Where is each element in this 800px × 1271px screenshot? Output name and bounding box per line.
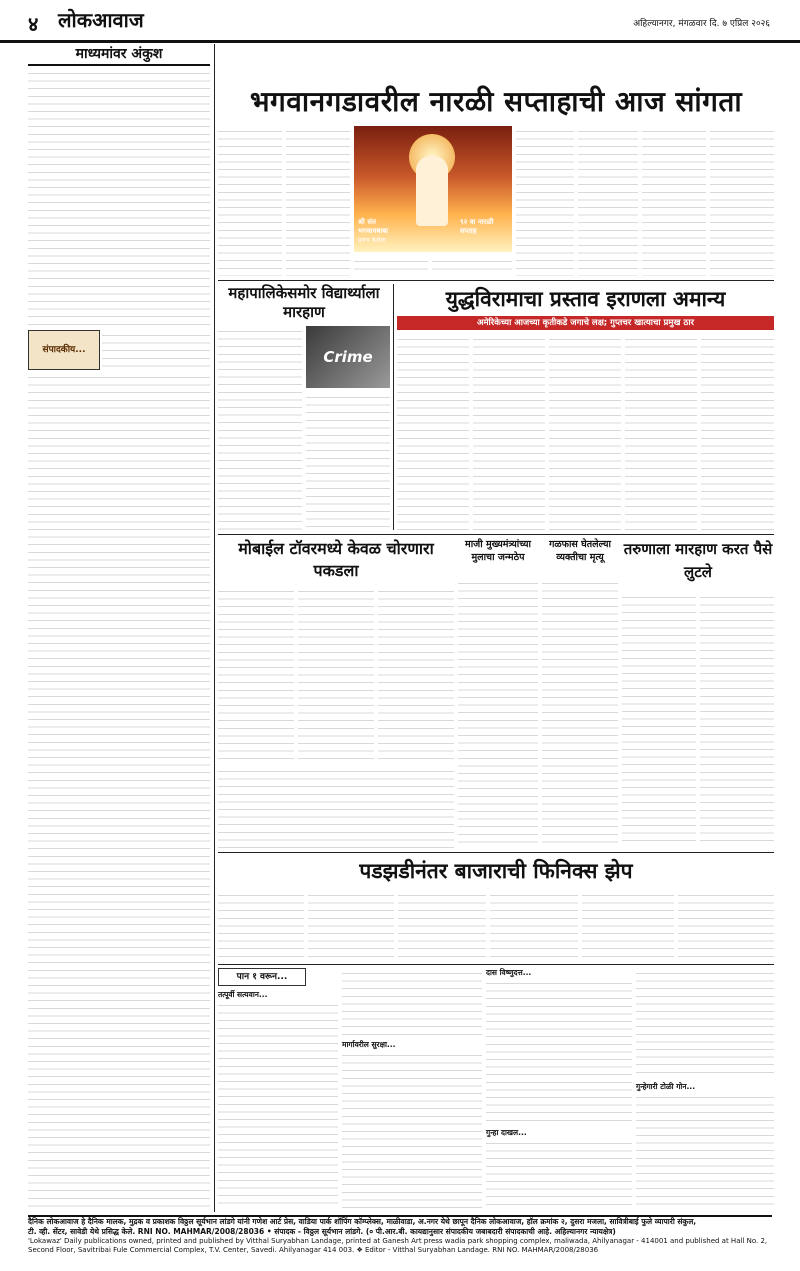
market-headline-box xyxy=(218,856,774,886)
tarun-headline: तरुणाला मारहाण करत पैसे लुटले xyxy=(623,540,773,581)
lead-text-col5 xyxy=(642,126,706,276)
mahapalika-text-2 xyxy=(306,392,390,530)
tarun-text-2 xyxy=(700,592,774,848)
lead-headline: भगवानगडावरील नारळी सप्ताहाची आज सांगता xyxy=(249,85,743,118)
mobile-headline: मोबाईल टॉवरमध्ये केवळ चोरणारा पकडला xyxy=(238,539,434,580)
continued-sub4: गुन्हा दाखल... xyxy=(486,1128,527,1137)
lead-text-below2 xyxy=(432,256,512,276)
market-text-5 xyxy=(582,890,674,960)
dateline: अहिल्यानगर, मंगळवार दि. ७ एप्रिल २०२६ xyxy=(633,19,770,29)
continued-sub5: गुन्हेगारी टोळी गोन... xyxy=(636,1082,696,1091)
cm-headline-box xyxy=(458,538,538,574)
editorial-text-3 xyxy=(28,372,210,1207)
footer-line3: 'Lokawaz' Daily publications owned, printed and published by Vitthal Suryabhan Landage, printed at Ganesh Art press wadia park shopping complex, maliwada, Ahilyanagar - 414001 and published at Hall No. 2, xyxy=(28,1237,768,1245)
mobile-text-3 xyxy=(378,586,454,762)
iran-text-1 xyxy=(397,334,469,530)
mahapalika-text-1 xyxy=(218,326,302,530)
market-text-4 xyxy=(490,890,578,960)
photo-caption-right: ९२ वा नारळी सप्ताह xyxy=(460,218,494,235)
mahapalika-headline-box xyxy=(218,284,390,322)
iran-text-3 xyxy=(549,334,621,530)
cm-text xyxy=(458,578,538,848)
tarun-text-1 xyxy=(622,592,696,848)
section-rule-3 xyxy=(218,852,774,853)
market-text-6 xyxy=(678,890,774,960)
footer-line2: टी. व्ही. सेंटर, सावेडी येथे प्रसिद्ध केले. RNI NO. MAHMAR/2008/28036 • संपादक - विठ्ठल सूर्यभान लांडगे. (० पी.आर.बी. कायद्यानुसार संपादकीय जबाबदारी संपादकाची आहे. अहिल्यानगर न्यायक्षेत्र) xyxy=(28,1227,616,1236)
iran-subhead: अमेरिकेच्या आजच्या कृतीकडे जगाचे लक्ष; गुप्तचर खात्याचा प्रमुख ठार xyxy=(397,316,774,330)
editorial-text-1 xyxy=(28,68,210,328)
lead-text-col2 xyxy=(286,126,350,276)
continued-text-1 xyxy=(218,1000,338,1210)
section-rule-1 xyxy=(218,280,774,281)
iran-text-5 xyxy=(701,334,774,530)
tarun-headline-box xyxy=(622,538,774,588)
editorial-header xyxy=(28,44,210,66)
photo-caption-sub: प्रारंभ केलेला xyxy=(358,237,386,244)
continued-sub2: मार्गावरील सुरक्षा... xyxy=(342,1040,396,1049)
editorial-badge-box xyxy=(28,330,100,370)
page-number: ४ xyxy=(28,12,39,36)
editorial-badge: संपादकीय... xyxy=(42,345,86,355)
continued-sub3: दास विष्णुदत्त... xyxy=(486,968,532,977)
photo-caption-left: श्री संत भगवानबाबा xyxy=(358,218,389,235)
market-text-3 xyxy=(398,890,486,960)
mobile-headline-box xyxy=(218,538,454,582)
continued-text-3 xyxy=(342,1050,482,1210)
lead-text-col4 xyxy=(578,126,638,276)
lead-text-below1 xyxy=(354,256,428,276)
section-rule-4 xyxy=(218,964,774,965)
lead-text-col6 xyxy=(710,126,774,276)
lead-photo xyxy=(354,126,512,252)
iran-headline-box xyxy=(397,284,774,314)
lead-text-col1 xyxy=(218,126,282,276)
logo: लोकआवाज xyxy=(58,8,144,32)
continued-sub1: तत्पूर्वी सत्यवान... xyxy=(218,990,268,999)
crime-image xyxy=(306,326,390,388)
continued-text-6 xyxy=(636,968,774,1078)
iran-text-4 xyxy=(625,334,697,530)
footer-line4: Second Floor, Savitribai Fule Commercial Complex, T.V. Center, Savedi. Ahilyanagar 414 003. ❖ Editor - Vitthal Suryabhan Landage. RNI NO. MAHMAR/2008/28036 xyxy=(28,1246,599,1254)
continued-text-7 xyxy=(636,1092,774,1210)
iran-text-2 xyxy=(473,334,545,530)
continued-text-2 xyxy=(342,968,482,1038)
misc-text-block xyxy=(218,766,454,848)
column-divider-2 xyxy=(393,284,394,530)
mobile-text-1 xyxy=(218,586,294,762)
editorial-title: माध्यमांवर अंकुश xyxy=(75,46,163,62)
iran-headline: युद्धविरामाचा प्रस्ताव इराणला अमान्य xyxy=(445,287,726,311)
crime-label: Crime xyxy=(323,348,373,366)
continued-text-5 xyxy=(486,1138,632,1210)
footer xyxy=(28,1215,772,1265)
mobile-text-2 xyxy=(298,586,374,762)
galfas-text xyxy=(542,578,618,848)
lead-text-col3 xyxy=(516,126,574,276)
editorial-text-2 xyxy=(102,330,210,370)
market-headline: पडझडीनंतर बाजाराची फिनिक्स झेप xyxy=(359,859,633,883)
column-divider xyxy=(214,44,215,1212)
cm-headline: माजी मुख्यमंत्र्यांच्या मुलाचा जन्मठेप xyxy=(465,539,531,563)
lead-headline-box xyxy=(218,82,774,122)
market-text-1 xyxy=(218,890,304,960)
continued-box xyxy=(218,968,306,986)
galfas-headline: गळफास घेतलेल्या व्यक्तीचा मृत्यू xyxy=(549,539,611,563)
section-rule-2 xyxy=(218,534,774,535)
mahapalika-headline: महापालिकेसमोर विद्यार्थ्याला मारहाण xyxy=(228,284,380,321)
continued-text-4 xyxy=(486,978,632,1124)
galfas-headline-box xyxy=(542,538,618,574)
market-text-2 xyxy=(308,890,394,960)
saint-figure xyxy=(416,156,448,226)
masthead xyxy=(0,0,800,43)
footer-line1: दैनिक लोकआवाज हे दैनिक मालक, मुद्रक व प्रकाशक विठ्ठल सूर्यभान लांडगे यांनी गणेश आर्ट प्रेस, वाडिया पार्क शॉपिंग कॉम्प्लेक्स, माळीवाडा, अ.नगर येथे छापून दैनिक लोकआवाज, हॉल क्रमांक २, दुसरा मजला, सावित्रीबाई फुले व्यापारी संकुल, xyxy=(28,1217,697,1226)
continued-label: पान १ वरून... xyxy=(236,972,288,982)
